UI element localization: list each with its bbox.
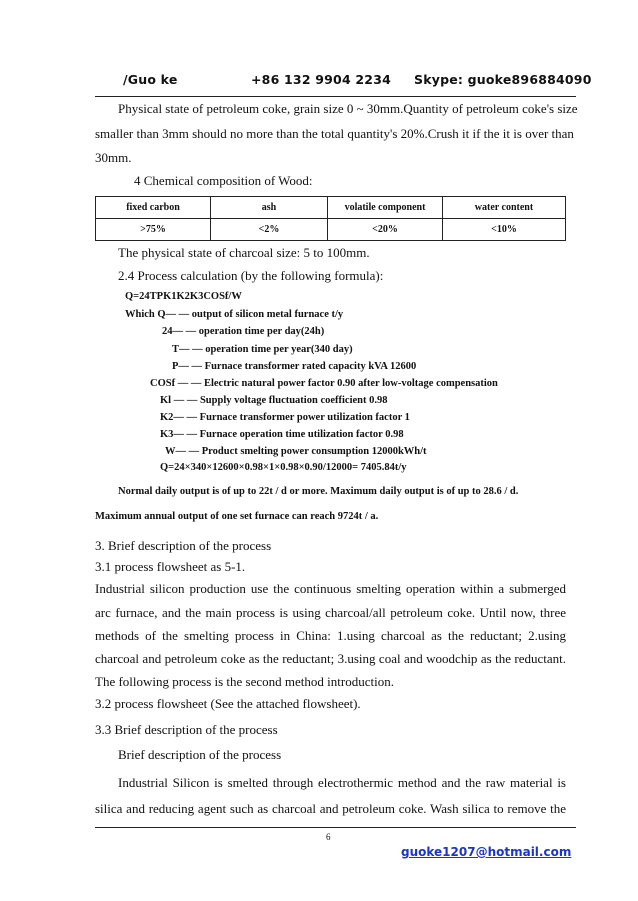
wood-composition-table (95, 196, 566, 241)
section-3-3-sub: Brief description of the process (118, 747, 282, 762)
para-line-3: methods of the smelting process in China: 1.using charcoal as the reductant; 2.using (95, 628, 566, 643)
skype-id: Skype: guoke896884090 (414, 72, 592, 87)
page-number: 6 (326, 832, 331, 842)
para-line-4: charcoal and petroleum coke as the reductant; 3.using coal and woodchip as the reductant. (95, 651, 566, 666)
formula-w: W— — Product smelting power consumption 12000kWh/t (165, 446, 427, 457)
para-line-5: The following process is the second method introduction. (95, 674, 394, 689)
formula-T: T— — operation time per year(340 day) (172, 344, 353, 355)
section-3-3: 3.3 Brief description of the process (95, 722, 278, 737)
value-fixed-carbon: >75% (96, 219, 211, 241)
para-line-2: arc furnace, and the main process is using charcoal/all petroleum coke. Until now, three (95, 605, 566, 620)
daily-output: Normal daily output is of up to 22t / d or more. Maximum daily output is of up to 28.6 / d. (118, 486, 519, 497)
formula-cos: COSf — — Electric natural power factor 0.90 after low-voltage compensation (150, 378, 498, 389)
header-volatile: volatile component (328, 197, 443, 219)
section-3-2: 3.2 process flowsheet (See the attached flowsheet). (95, 696, 361, 711)
last-line-2: silica and reducing agent such as charcoal and petroleum coke. Wash silica to remove the (95, 801, 566, 816)
formula-result: Q=24×340×12600×0.98×1×0.98×0.90/12000= 7405.84t/y (160, 462, 407, 473)
value-water: <10% (443, 219, 566, 241)
table-row (96, 219, 566, 241)
phone-number: +86 132 9904 2234 (251, 72, 391, 87)
intro-line-1: Physical state of petroleum coke, grain size 0 ~ 30mm.Quantity of petroleum coke's size (118, 101, 578, 116)
section-3-heading: 3. Brief description of the process (95, 538, 272, 553)
formula-k2: K2— — Furnace transformer power utilization factor 1 (160, 412, 410, 423)
annual-output: Maximum annual output of one set furnace can reach 9724t / a. (95, 511, 379, 522)
header-fixed-carbon: fixed carbon (96, 197, 211, 219)
table-header-row (96, 197, 566, 219)
process-calc-heading: 2.4 Process calculation (by the following formula): (118, 268, 384, 283)
value-volatile: <20% (328, 219, 443, 241)
last-line-1: Industrial Silicon is smelted through electrothermic method and the raw material is (118, 775, 566, 790)
formula-P: P— — Furnace transformer rated capacity kVA 12600 (172, 361, 417, 372)
formula-k1: Kl — — Supply voltage fluctuation coefficient 0.98 (160, 395, 388, 406)
author-name: /Guo ke (123, 72, 178, 87)
para-line-1: Industrial silicon production use the continuous smelting operation within a submerged (95, 581, 566, 596)
wood-heading: 4 Chemical composition of Wood: (134, 173, 313, 188)
section-3-1: 3.1 process flowsheet as 5-1. (95, 559, 246, 574)
email-link[interactable]: guoke1207@hotmail.com (401, 845, 572, 859)
charcoal-size: The physical state of charcoal size: 5 to 100mm. (118, 245, 370, 260)
formula-24: 24— — operation time per day(24h) (162, 326, 325, 337)
formula-main: Q=24TPK1K2K3COSf/W (125, 291, 242, 302)
formula-which: Which Q— — output of silicon metal furnace t/y (125, 309, 344, 320)
intro-line-3: 30mm. (95, 150, 132, 165)
header-rule (95, 96, 576, 97)
header-water: water content (443, 197, 566, 219)
value-ash: <2% (211, 219, 328, 241)
header-ash: ash (211, 197, 328, 219)
formula-k3: K3— — Furnace operation time utilization factor 0.98 (160, 429, 404, 440)
intro-line-2: smaller than 3mm should no more than the total quantity's 20%.Crush it if the it is over than (95, 126, 574, 141)
footer-rule (95, 827, 576, 828)
